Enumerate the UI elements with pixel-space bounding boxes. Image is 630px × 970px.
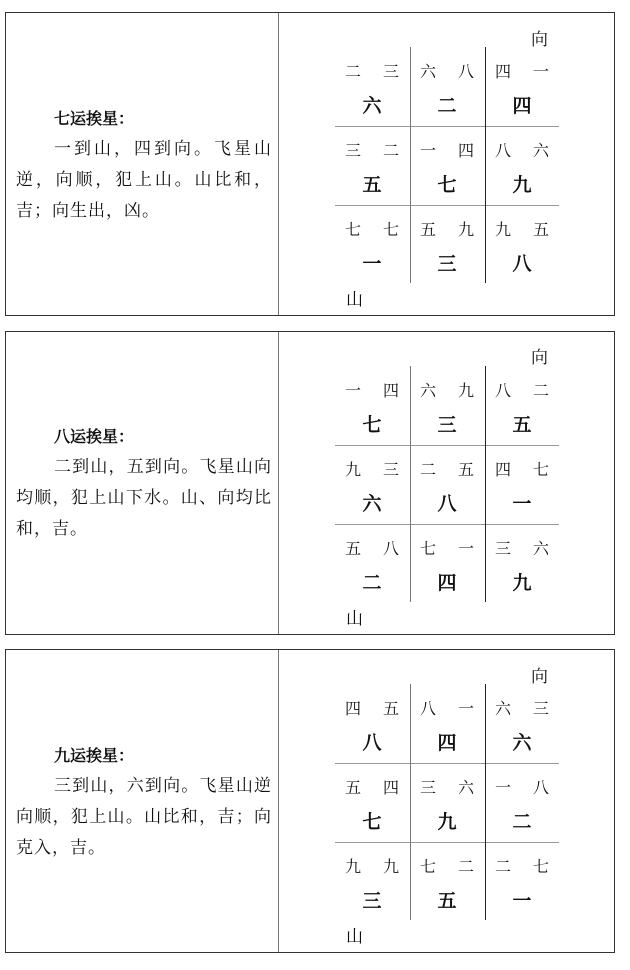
grid-cell <box>485 366 559 444</box>
cell-flying-stars <box>410 59 484 82</box>
cell-base-star: 七 <box>362 414 382 436</box>
mountain-star: 五 <box>344 539 361 558</box>
grid-cell <box>485 47 559 125</box>
cell-flying-stars <box>335 378 409 401</box>
cell-flying-stars <box>335 138 409 161</box>
cell-flying-stars <box>335 217 409 240</box>
facing-star: 六 <box>532 141 549 160</box>
facing-star: 五 <box>457 460 474 479</box>
cell-flying-stars <box>410 696 484 719</box>
panel-description: 二到山，五到向。飞星山向均顺，犯上山下水。山、向均比和，吉。 <box>16 457 272 539</box>
cell-base-star: 四 <box>437 732 457 754</box>
flying-star-grid <box>335 47 559 283</box>
cell-base-star: 六 <box>362 95 382 117</box>
flying-star-panel <box>5 649 615 953</box>
facing-star: 二 <box>532 381 549 400</box>
cell-flying-stars <box>410 457 484 480</box>
panel-text <box>16 103 272 227</box>
facing-star: 四 <box>457 141 474 160</box>
cell-base-star: 七 <box>437 174 457 196</box>
cell-flying-stars <box>335 775 409 798</box>
grid-cell <box>335 126 409 204</box>
cell-flying-stars <box>335 457 409 480</box>
grid-cell <box>335 684 409 762</box>
mountain-star: 九 <box>494 220 511 239</box>
cell-base-star: 九 <box>512 572 532 594</box>
grid-cell <box>335 445 409 523</box>
mountain-star: 六 <box>494 699 511 718</box>
cell-flying-stars <box>410 217 484 240</box>
mountain-star: 九 <box>344 460 361 479</box>
facing-star: 一 <box>457 539 474 558</box>
mountain-star: 一 <box>344 381 361 400</box>
mountain-star: 七 <box>344 220 361 239</box>
grid-cell <box>410 366 484 444</box>
mountain-direction-label: 山 <box>346 609 363 629</box>
cell-base-star: 四 <box>437 572 457 594</box>
grid-cell <box>485 842 559 920</box>
cell-flying-stars <box>335 59 409 82</box>
panel-divider <box>278 650 279 952</box>
cell-base-star: 九 <box>437 811 457 833</box>
facing-direction-label: 向 <box>531 30 548 50</box>
cell-base-star: 二 <box>437 95 457 117</box>
cell-base-star: 五 <box>362 174 382 196</box>
panel-title: 八运挨星： <box>54 427 135 446</box>
cell-base-star: 四 <box>512 95 532 117</box>
mountain-star: 二 <box>419 460 436 479</box>
grid-cell <box>485 205 559 283</box>
cell-base-star: 八 <box>512 253 532 275</box>
facing-star: 六 <box>457 778 474 797</box>
mountain-direction-label: 山 <box>346 927 363 947</box>
cell-flying-stars <box>335 696 409 719</box>
cell-flying-stars <box>335 536 409 559</box>
cell-flying-stars <box>335 854 409 877</box>
cell-base-star: 五 <box>512 414 532 436</box>
facing-star: 六 <box>532 539 549 558</box>
grid-cell <box>335 205 409 283</box>
cell-base-star: 六 <box>362 493 382 515</box>
mountain-star: 九 <box>344 857 361 876</box>
grid-cell <box>410 47 484 125</box>
cell-flying-stars <box>485 217 559 240</box>
panel-divider <box>278 13 279 315</box>
facing-star: 七 <box>382 220 399 239</box>
mountain-star: 三 <box>344 141 361 160</box>
cell-flying-stars <box>485 536 559 559</box>
panel-description: 三到山，六到向。飞星山逆向顺，犯上山。山比和，吉；向克入，吉。 <box>16 776 272 858</box>
panel-text <box>16 421 272 545</box>
facing-star: 九 <box>382 857 399 876</box>
facing-star: 八 <box>532 778 549 797</box>
cell-base-star: 三 <box>437 253 457 275</box>
flying-star-grid <box>335 684 559 920</box>
mountain-star: 八 <box>419 699 436 718</box>
grid-cell <box>410 445 484 523</box>
facing-star: 八 <box>457 62 474 81</box>
cell-base-star: 八 <box>437 493 457 515</box>
grid-cell <box>335 47 409 125</box>
grid-cell <box>485 445 559 523</box>
mountain-star: 六 <box>419 381 436 400</box>
grid-cell <box>485 126 559 204</box>
facing-star: 五 <box>382 699 399 718</box>
mountain-star: 五 <box>419 220 436 239</box>
cell-flying-stars <box>485 457 559 480</box>
cell-flying-stars <box>410 536 484 559</box>
grid-cell <box>410 205 484 283</box>
cell-base-star: 一 <box>512 890 532 912</box>
mountain-star: 七 <box>419 857 436 876</box>
flying-star-grid <box>335 366 559 602</box>
grid-cell <box>335 842 409 920</box>
facing-star: 三 <box>532 699 549 718</box>
panel-divider <box>278 332 279 634</box>
cell-base-star: 三 <box>362 890 382 912</box>
mountain-star: 五 <box>344 778 361 797</box>
grid-cell <box>410 842 484 920</box>
mountain-star: 七 <box>419 539 436 558</box>
mountain-star: 三 <box>494 539 511 558</box>
flying-star-panel <box>5 12 615 316</box>
mountain-star: 四 <box>494 62 511 81</box>
cell-flying-stars <box>485 854 559 877</box>
cell-base-star: 一 <box>362 253 382 275</box>
facing-star: 八 <box>382 539 399 558</box>
mountain-star: 四 <box>344 699 361 718</box>
facing-star: 七 <box>532 857 549 876</box>
facing-star: 五 <box>532 220 549 239</box>
cell-flying-stars <box>485 696 559 719</box>
facing-star: 一 <box>532 62 549 81</box>
cell-flying-stars <box>410 378 484 401</box>
panel-title: 七运挨星： <box>54 109 135 128</box>
cell-base-star: 二 <box>362 572 382 594</box>
flying-star-panel <box>5 331 615 635</box>
cell-base-star: 八 <box>362 732 382 754</box>
grid-cell <box>410 763 484 841</box>
mountain-star: 一 <box>419 141 436 160</box>
cell-flying-stars <box>410 854 484 877</box>
grid-cell <box>335 524 409 602</box>
cell-base-star: 二 <box>512 811 532 833</box>
cell-flying-stars <box>485 59 559 82</box>
mountain-star: 二 <box>494 857 511 876</box>
facing-direction-label: 向 <box>531 348 548 368</box>
facing-star: 四 <box>382 381 399 400</box>
mountain-star: 四 <box>494 460 511 479</box>
panel-description: 一到山，四到向。飞星山逆，向顺，犯上山。山比和，吉；向生出，凶。 <box>16 139 272 221</box>
cell-flying-stars <box>410 138 484 161</box>
grid-cell <box>335 763 409 841</box>
grid-cell <box>410 524 484 602</box>
mountain-star: 六 <box>419 62 436 81</box>
grid-cell <box>485 684 559 762</box>
cell-base-star: 三 <box>437 414 457 436</box>
grid-cell <box>485 524 559 602</box>
facing-star: 三 <box>382 62 399 81</box>
mountain-direction-label: 山 <box>346 290 363 310</box>
mountain-star: 八 <box>494 141 511 160</box>
mountain-star: 一 <box>494 778 511 797</box>
cell-base-star: 五 <box>437 890 457 912</box>
facing-star: 二 <box>457 857 474 876</box>
mountain-star: 三 <box>419 778 436 797</box>
panel-text <box>16 740 272 864</box>
facing-star: 九 <box>457 220 474 239</box>
mountain-star: 八 <box>494 381 511 400</box>
cell-base-star: 六 <box>512 732 532 754</box>
grid-cell <box>410 126 484 204</box>
grid-cell <box>410 684 484 762</box>
facing-star: 九 <box>457 381 474 400</box>
grid-cell <box>335 366 409 444</box>
cell-base-star: 九 <box>512 174 532 196</box>
facing-star: 一 <box>457 699 474 718</box>
facing-direction-label: 向 <box>531 667 548 687</box>
cell-flying-stars <box>485 138 559 161</box>
facing-star: 二 <box>382 141 399 160</box>
facing-star: 四 <box>382 778 399 797</box>
facing-star: 三 <box>382 460 399 479</box>
mountain-star: 二 <box>344 62 361 81</box>
panel-title: 九运挨星： <box>54 746 135 765</box>
cell-base-star: 七 <box>362 811 382 833</box>
cell-flying-stars <box>485 775 559 798</box>
cell-flying-stars <box>485 378 559 401</box>
facing-star: 七 <box>532 460 549 479</box>
grid-cell <box>485 763 559 841</box>
cell-flying-stars <box>410 775 484 798</box>
cell-base-star: 一 <box>512 493 532 515</box>
